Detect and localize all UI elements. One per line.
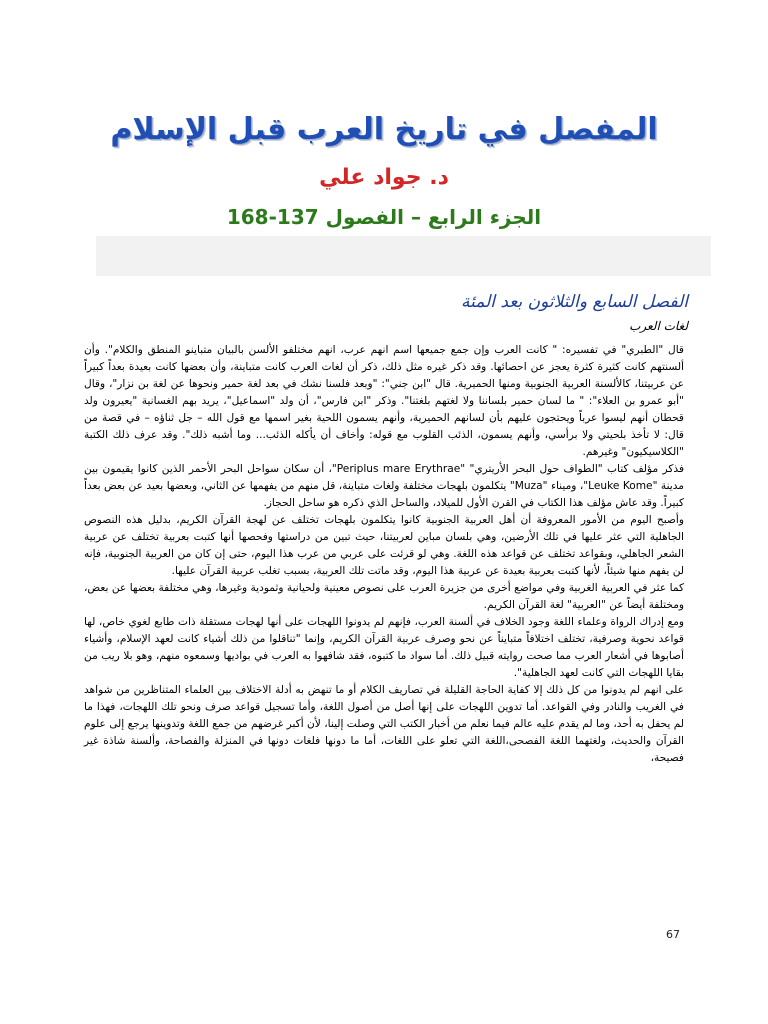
paragraph: كما عثر في العربية الغربية وفي مواضع أخرى من جزيرة العرب على نصوص معينية ولحيانية وثمودية وغيرها، وهي مختلفة بعضها عن بعض، ومختلفة أيضاً عن "العربية" لغة القرآن الكريم. — [84, 582, 684, 611]
volume-part-label: الجزء الرابع – الفصول 137-168 — [226, 205, 542, 229]
paragraph: فذكر مؤلف كتاب "الطواف حول البحر الأريتري" "Periplus mare Erythrae"، أن سكان سواحل البحر الأحمر الذين كانوا يقيمون بين مدينة "Leuke Kome"، وميناء "Muza" يتكلمون بلهجات مختلفة ولغات متباينة، قل منهم من يفهمها عن الثاني، وبعضها بعيد عن بعض بعداً كبيراً. وقد عاش مؤلف هذا الكتاب في القرن الأول للميلاد، والساحل الذي ذكره هو ساحل الحجاز. — [84, 463, 685, 509]
page-number: 67 — [666, 928, 680, 941]
paragraph: على انهم لم يدونوا من كل ذلك إلا كفاية الحاجة القليلة في تصاريف الكلام أو ما تنهض به أدلة الاختلاف بين العلماء المتناظرين من شواهد في الغريب والنادر وفي القواعد. أما تدوين اللهجات على إنها أصل من أصول اللغة، وأما تسجيل قواعد صرف ونحو تلك اللهجات، فهذا ما لم يحفل به أحد، وما لم يقدم عليه عالم فيما نعلم من أخبار الكتب التي وصلت إلينا، لأن أكبر غرضهم من جمع اللغة وتدوينها يرجع إلى علوم القرآن والحديث، ولغتهما اللغة الفصحى،اللغة التي تعلو على اللغات، أما ما دونها فلغات دونها في المنزلة والفصاحة، وألسنة شاذة غير فصيحة، — [84, 684, 684, 764]
chapter-heading: الفصل السابع والثلاثون بعد المئة — [461, 292, 688, 312]
book-title: المفصل في تاريخ العرب قبل الإسلام — [110, 112, 658, 147]
section-heading: لغات العرب — [629, 319, 688, 333]
header-band — [96, 236, 711, 276]
paragraph: ومع إدراك الرواة وعلماء اللغة وجود الخلاف في ألسنة العرب، فإنهم لم يدونوا اللهجات على أنها لهجات مستقلة ذات طابع لغوي خاص، لها قواعد نحوية وصرفية، تختلف اختلافاً متبايناً عن نحو وصرف عربية القرآن الكريم، وإنما "تناقلوا من ذلك أشياء كانت لعهد الإسلام، وأشياء أصابوها في أشعار العرب مما صحت روايته قبيل ذلك. أما سواد ما كتبوه، فقد شافهوا به العرب في بواديها وسمعوه منهم، وهو بلا ريب من بقايا اللهجات التي كانت لعهد الجاهلية". — [84, 616, 684, 679]
paragraph: قال "الطبري" في تفسيره: " كانت العرب وإن جمع جميعها اسم انهم عرب، انهم مختلفو الألسن بالبيان متباينو المنطق والكلام". وأن ألسنتهم كانت كثيرة كثرة يعجز عن احصائها. وقد ذكر غيره مثل ذلك، ذكر أن لغات العرب كانت متباينة، وأن بعضها كانت بعيدة بعداً كبيراً عن عربيتنا، كالألسنة العربية الجنوبية ومنها الحميرية. قال "ابن جني": "وبعد فلسنا نشك في بعد لغة حمير ونحوها عن لغة بن نزار"، وقال "أبو عمرو بن العلاء": " ما لسان حمير بلساننا ولا لغتهم بلغتنا". وذكر "ابن فارس"، أن ولد "اسماعيل"، يريد بهم الغسانية "يعيرون ولد قحطان أنهم ليسوا عرباً ويحتجون عليهم بأن لسانهم الحميرية، وأنهم يسمون اللحية بغير اسمها مع قول الله – جل ثناؤه – في قصة من قال: لا تأخذ بلحيتي ولا برأسي، وأنهم يسمون، الذئب القلوب مع قوله: وأخاف أن يأكله الذئب... وما أشبه ذلك". وقد عرف ذلك الكتبة "الكلاسيكيون" وغيرهم. — [84, 344, 684, 458]
paragraph: وأصبح اليوم من الأمور المعروفة أن أهل العربية الجنوبية كانوا يتكلمون بلهجات تختلف عن لهجة القرآن الكريم، بدليل هذه النصوص الجاهلية التي عثر عليها في تلك الأرضين، وهي بلسان مباين لعربيتنا، حيث تبين من دراستها وفحصها أنها كتبت بعربية تختلف عن عربية الشعر الجاهلي، وبقواعد تختلف عن قواعد هذه اللغة. وهي لو قرئت على عربي من عرب هذا اليوم، حتى إن كان من العربية الجنوبية، فإنه لن يفهم منها شيئاً، لأنها كتبت بعربية بعيدة عن عربية هذا اليوم، وقد ماتت تلك العربية، بسبب تغلب عربية القرآن عليها. — [84, 514, 684, 577]
author-name: د. جواد علي — [319, 165, 449, 190]
body-text — [84, 342, 684, 767]
